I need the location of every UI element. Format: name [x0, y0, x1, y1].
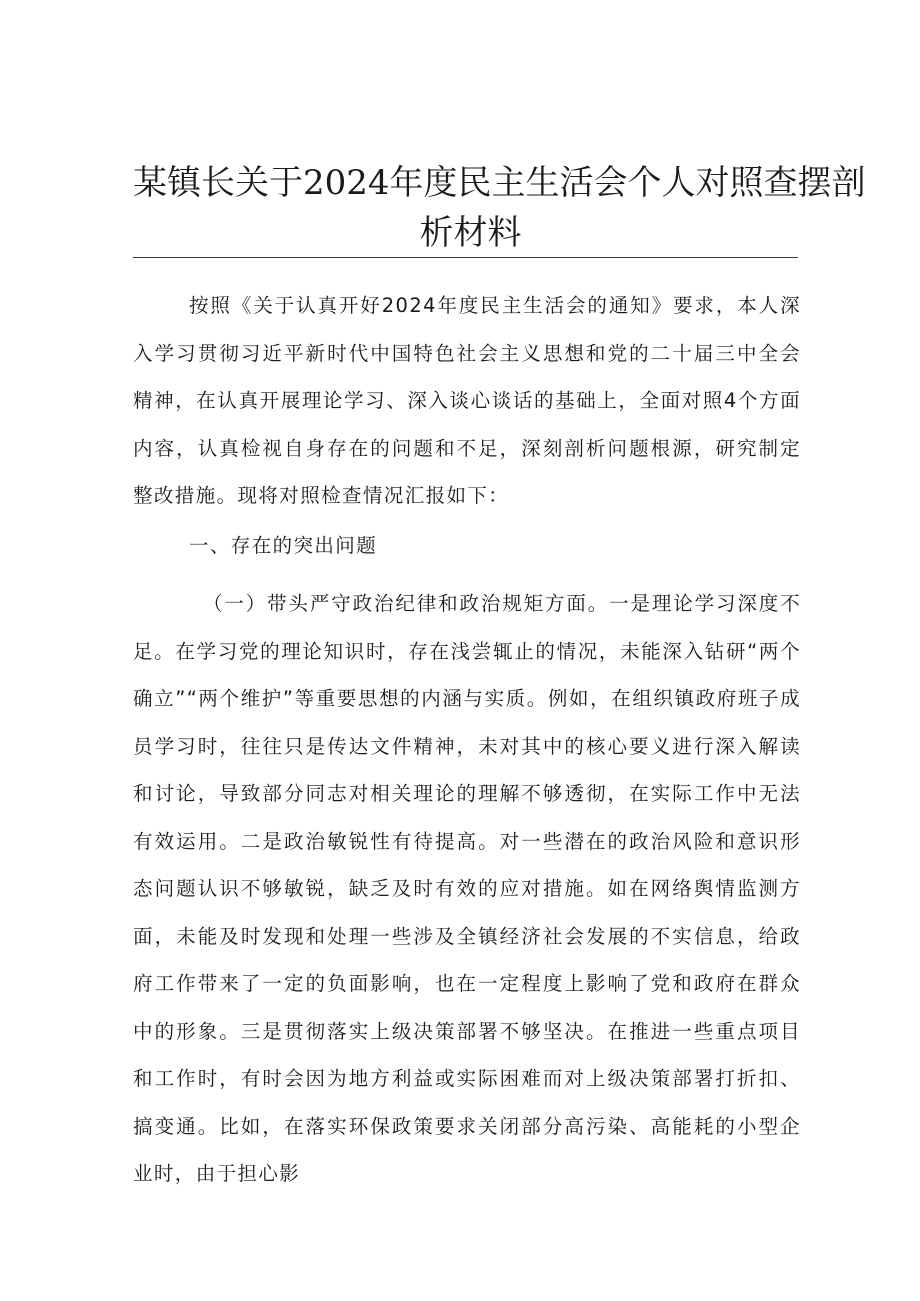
title-underline-divider [133, 257, 798, 258]
document-title-line2: 析材料 [419, 213, 522, 253]
section-heading: 一、存在的突出问题 [189, 534, 378, 557]
intro-paragraph: 按照《关于认真开好2024年度民主生活会的通知》要求，本人深入学习贯彻习近平新时代中国特色社会主义思想和党的二十届三中全会精神，在认真开展理论学习、深入谈心谈话的基础上，全面对照4个方面内容，认真检视自身存在的问题和不足，深刻剖析问题根源，研究制定整改措施。现将对照检查情况汇报如下： [133, 294, 801, 507]
document-title-line1: 某镇长关于2024年度民主生活会个人对照查摆剖 [133, 163, 866, 203]
section1-paragraph: （一）带头严守政治纪律和政治规矩方面。一是理论学习深度不足。在学习党的理论知识时，存在浅尝辄止的情况，未能深入钻研“两个确立”“两个维护”等重要思想的内涵与实质。例如，在组织镇政府班子成员学习时，往往只是传达文件精神，未对其中的核心要义进行深入解读和讨论，导致部分同志对相关理论的理解不够透彻，在实际工作中无法有效运用。二是政治敏锐性有待提高。对一些潜在的政治风险和意识形态问题认识不够敏锐，缺乏及时有效的应对措施。如在网络舆情监测方面，未能及时发现和处理一些涉及全镇经济社会发展的不实信息，给政府工作带来了一定的负面影响，也在一定程度上影响了党和政府在群众中的形象。三是贯彻落实上级决策部署不够坚决。在推进一些重点项目和工作时，有时会因为地方利益或实际困难而对上级决策部署打折扣、搞变通。比如，在落实环保政策要求关闭部分高污染、高能耗的小型企业时，由于担心影 [133, 592, 801, 1185]
document-title [133, 158, 866, 258]
